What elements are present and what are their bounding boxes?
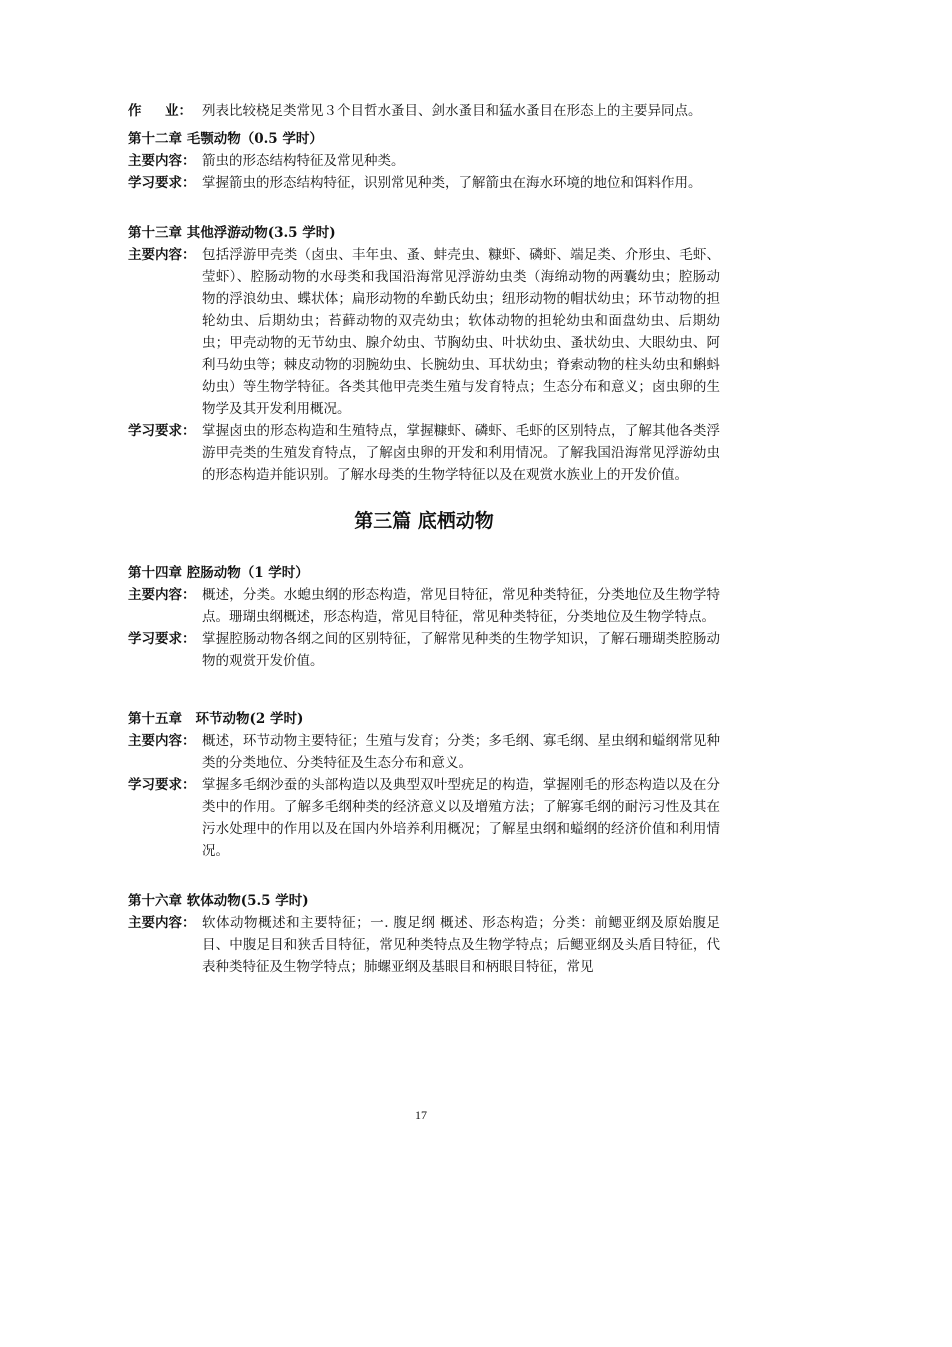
- page-content: [128, 100, 720, 978]
- requirements-label: 学习要求：: [128, 175, 196, 191]
- homework-label-right: 业：: [165, 103, 192, 119]
- page-number: 17: [415, 1108, 427, 1122]
- chapter-15-content: [128, 730, 720, 774]
- content-label: 主要内容：: [128, 587, 196, 603]
- chapter-13-content: [128, 244, 720, 420]
- content-text: 包括浮游甲壳类（卤虫、丰年虫、蚤、蚌壳虫、糠虾、磷虾、端足类、介形虫、毛虾、莹虾）、腔肠动物的水母类和我国沿海常见浮游幼虫类（海绵动物的两囊幼虫；腔肠动物的浮浪幼虫、蝶状体；扁形动物的牟勤氏幼虫；纽形动物的帽状幼虫；环节动物的担轮幼虫、后期幼虫；苔藓动物的双壳幼虫；软体动物的担轮幼虫和面盘幼虫、后期幼虫；甲壳动物的无节幼虫、腺介幼虫、节胸幼虫、叶状幼虫、蚤状幼虫、大眼幼虫、阿利马幼虫等；棘皮动物的羽腕幼虫、长腕幼虫、耳状幼虫；脊索动物的柱头幼虫和蝌蚪幼虫）等生物学特征。各类其他甲壳类生殖与发育特点；生态分布和意义；卤虫卵的生物学及其开发利用概况。: [202, 247, 720, 417]
- chapter-14-content: [128, 584, 720, 628]
- homework-label-left: 作: [128, 103, 142, 119]
- chapter-13-requirements: [128, 420, 720, 486]
- chapter-12-requirements: [128, 172, 720, 194]
- content-label: 主要内容：: [128, 733, 196, 749]
- requirements-label: 学习要求：: [128, 631, 196, 647]
- chapter-14-title: 第十四章 腔肠动物（1 学时）: [128, 565, 309, 581]
- chapter-16-content: [128, 912, 720, 978]
- content-text: 概述，环节动物主要特征；生殖与发育；分类；多毛纲、寡毛纲、星虫纲和螠纲常见种类的分类地位、分类特征及生态分布和意义。: [202, 733, 720, 771]
- content-label: 主要内容：: [128, 153, 196, 169]
- chapter-15-title: 第十五章 环节动物(2 学时): [128, 711, 304, 727]
- requirements-label: 学习要求：: [128, 777, 196, 793]
- chapter-13-title: 第十三章 其他浮游动物(3.5 学时): [128, 225, 336, 241]
- content-text: 概述，分类。水螅虫纲的形态构造，常见目特征，常见种类特征，分类地位及生物学特点。珊瑚虫纲概述，形态构造，常见目特征，常见种类特征，分类地位及生物学特点。: [202, 587, 720, 625]
- chapter-16-title: 第十六章 软体动物(5.5 学时): [128, 893, 309, 909]
- requirements-text: 掌握卤虫的形态构造和生殖特点，掌握糠虾、磷虾、毛虾的区别特点，了解其他各类浮游甲壳类的生殖发育特点，了解卤虫卵的开发和利用情况。了解我国沿海常见浮游幼虫的形态构造并能识别。了解水母类的生物学特征以及在观赏水族业上的开发价值。: [202, 423, 720, 483]
- part-3-title: 第三篇 底栖动物: [354, 510, 494, 532]
- chapter-14-requirements: [128, 628, 720, 672]
- content-text: 箭虫的形态结构特征及常见种类。: [202, 153, 405, 169]
- chapter-15-requirements: [128, 774, 720, 862]
- requirements-label: 学习要求：: [128, 423, 196, 439]
- content-label: 主要内容：: [128, 247, 196, 263]
- requirements-text: 掌握腔肠动物各纲之间的区别特征，了解常见种类的生物学知识，了解石珊瑚类腔肠动物的观赏开发价值。: [202, 631, 720, 669]
- homework-text: 列表比较桡足类常见３个目哲水蚤目、剑水蚤目和猛水蚤目在形态上的主要异同点。: [202, 103, 702, 119]
- requirements-text: 掌握多毛纲沙蚕的头部构造以及典型双叶型疣足的构造，掌握刚毛的形态构造以及在分类中的作用。了解多毛纲种类的经济意义以及增殖方法；了解寡毛纲的耐污习性及其在污水处理中的作用以及在国内外培养利用概况；了解星虫纲和螠纲的经济价值和利用情况。: [202, 777, 720, 859]
- homework-entry: [128, 100, 720, 122]
- requirements-text: 掌握箭虫的形态结构特征，识别常见种类，了解箭虫在海水环境的地位和饵料作用。: [202, 175, 702, 191]
- homework-label: [128, 100, 202, 122]
- content-text: 软体动物概述和主要特征；一. 腹足纲 概述、形态构造；分类：前鳃亚纲及原始腹足目、中腹足目和狭舌目特征，常见种类特点及生物学特点；后鳃亚纲及头盾目特征，代表种类特征及生物学特点；肺螺亚纲及基眼目和柄眼目特征，常见: [202, 915, 720, 975]
- chapter-12-title: 第十二章 毛颚动物（0.5 学时）: [128, 131, 323, 147]
- chapter-12-content: [128, 150, 720, 172]
- content-label: 主要内容：: [128, 915, 196, 931]
